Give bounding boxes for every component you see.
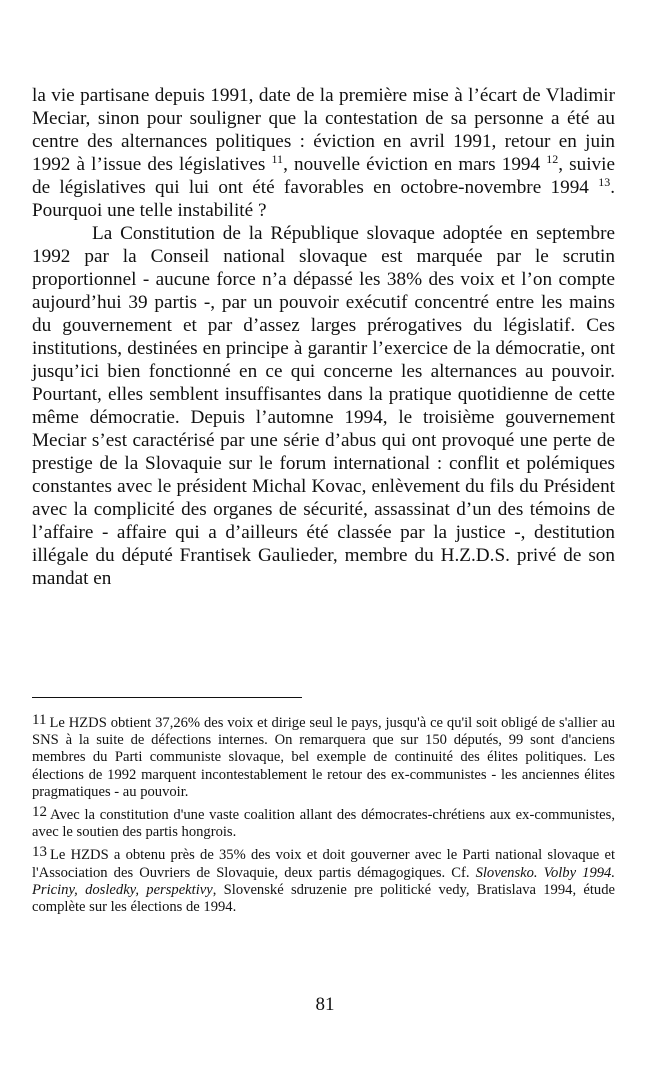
footnote-number: 12 [32, 804, 47, 821]
footnotes [32, 712, 615, 919]
footnote-text: Le HZDS obtient 37,26% des voix et dirige seul le pays, jusqu'à ce qu'il soit obligé de s'allier au SNS à la suite de défections internes. On remarquera que sur 150 députés, 99 sont d'anciens membres du Parti communiste slovaque, bel exemple de continuité des élites politiques. Les élections de 1992 marquent incontestablement le retour des ex-communistes - les anciennes élites pragmatiques - au pouvoir. [32, 715, 615, 800]
page-number: 81 [315, 994, 335, 1015]
footnote-13 [32, 844, 615, 916]
footnote-text: Le HZDS a obtenu près de 35% des voix et doit gouverner avec le Parti national slovaque et l'Association des Ouvriers de Slovaquie, deux partis démagogiques. Cf. [32, 847, 615, 881]
footnote-number: 13 [32, 844, 47, 861]
footnote-12 [32, 804, 615, 841]
footnote-ref-13[interactable]: 13 [598, 175, 611, 189]
footnote-divider [32, 697, 302, 698]
footnote-number: 11 [32, 712, 47, 728]
paragraph-1: la vie partisane depuis 1991, date de la première mise à l’écart de Vladimir Meciar, sinon pour souligner que la contestation de sa personne a été au centre des alternances politiques : éviction en avril 1991, retour en juin 1992 à l’issue des législatives $^{11}$, nouvelle éviction en mars 1994 $^{12}$, suivie de législatives qui lui ont été favorables en octobre-novembre 1994 $^{13}$. Pourquoi une telle instabilité ? [32, 85, 615, 221]
footnote-text: Avec la constitution d'une vaste coalition allant des démocrates-chrétiens aux ex-communistes, avec le soutien des partis hongrois. [32, 807, 615, 841]
footnote-11 [32, 712, 615, 801]
page-body [32, 84, 615, 590]
paragraph-2: La Constitution de la République slovaque adoptée en septembre 1992 par la Conseil national slovaque est marquée par le scrutin proportionnel - aucune force n’a dépassé les 38% des voix et l’on compte aujourd’hui 39 partis -, par un pouvoir exécutif concentré entre les mains du gouvernement et par d’assez larges prérogatives du législatif. Ces institutions, destinées en principe à garantir l’exercice de la démocratie, ont jusqu’ici bien fonctionné en ce qui concerne les alternances au pouvoir. Pourtant, elles semblent insuffisantes dans la pratique quotidienne de cette même démocratie. Depuis l’automne 1994, le troisième gouvernement Meciar s’est caractérisé par une série d’abus qui ont provoqué une perte de prestige de la Slovaquie sur le forum international : conflit et polémiques constantes avec le président Michal Kovac, enlèvement du fils du Président avec la complicité des organes de sécurité, assassinat d’un des témoins de l’affaire - affaire qui a d’ailleurs été classée par la justice -, destitution illégale du député Frantisek Gaulieder, membre du H.Z.D.S. privé de son mandat en [32, 223, 615, 589]
footnote-ref-11[interactable]: 11 [271, 152, 284, 166]
footnote-ref-12[interactable]: 12 [546, 152, 559, 166]
body-text [32, 84, 615, 590]
footnote-text: , Slovenské sdruzenie pre politické vedy, Bratislava 1994, étude complète sur les élections de 1994. [32, 881, 615, 916]
cited-title: Slovensko. Volby 1994. Priciny, dosledky, perspektivy [32, 864, 615, 898]
